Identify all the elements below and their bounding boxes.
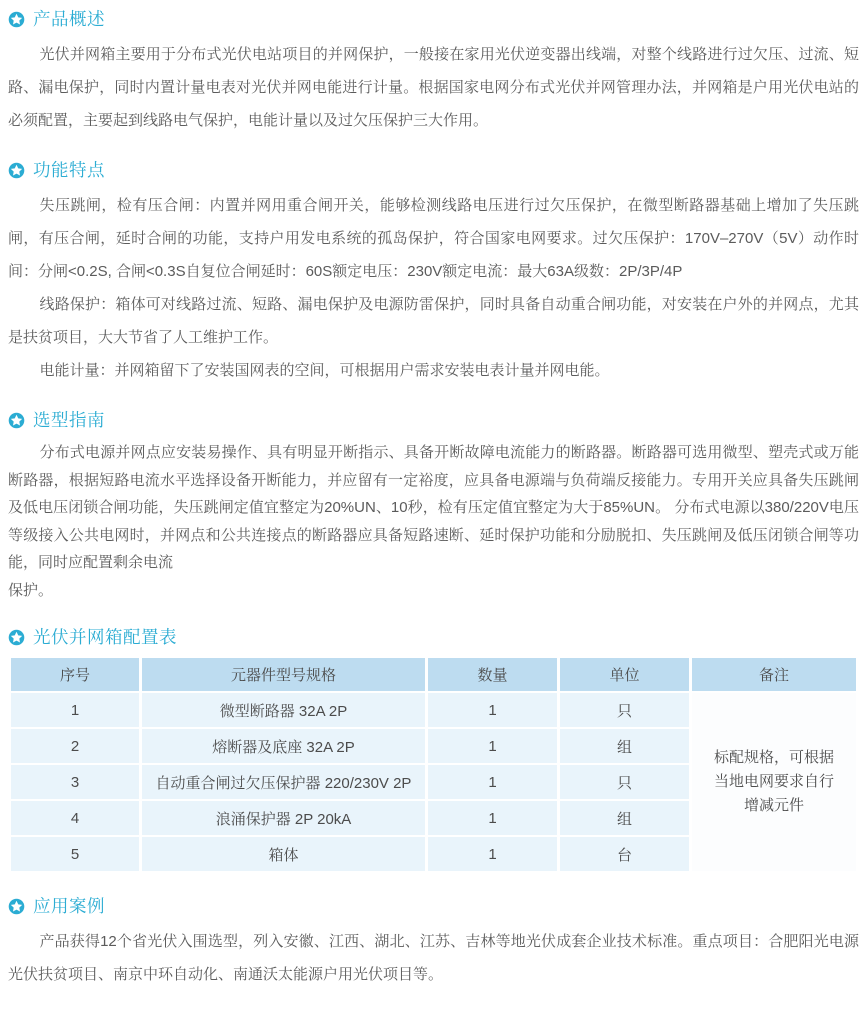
cell-unit: 组 [560,801,689,835]
section-selection-heading [8,409,859,431]
section-cases-heading [8,895,859,917]
col-header-index: 序号 [11,658,139,691]
cell-spec: 自动重合闸过欠压保护器 220/230V 2P [142,765,425,799]
remark-text: 标配规格，可根据当地电网要求自行增减元件 [713,749,834,814]
selection-paragraph: 分布式电源并网点应安装易操作、具有明显开断指示、具备开断故障电流能力的断路器。断路器可选用微型、塑壳式或万能断路器，根据短路电流水平选择设备开断能力，并应留有一定裕度，应具备电源端与负荷端反接能力。专用开关应具备失压跳闸及低电压闭锁合闸功能，失压跳闸定值宜整定为20%UN、10秒，检有压定值宜整定为大于85%UN。 分布式电源以380/220V电压等级接入公共电网时，并网点和公共连接点的断路器应具备短路速断、延时保护功能和分励脱扣、失压跳闸及低压闭锁合闸等功能，同时应配置剩余电流 [8,444,859,571]
cell-index: 3 [11,765,139,799]
cell-unit: 只 [560,765,689,799]
features-paragraph-1: 失压跳闸，检有压合闸：内置并网用重合闸开关，能够检测线路电压进行过欠压保护，在微型断路器基础上增加了失压跳闸，有压合闸，延时合闸的功能，支持户用发电系统的孤岛保护，符合国家电网要求。过欠压保护：170V–270V（5V）动作时间：分闸<0.2S, 合闸<0.3S自复位合闸延时：60S额定电压：230V额定电流：最大63A级数：2P/3P/4P [8,197,859,280]
col-header-qty: 数量 [428,658,557,691]
col-header-remark: 备注 [692,658,856,691]
star-circle-icon [8,629,25,646]
cell-qty: 1 [428,765,557,799]
features-paragraph-3: 电能计量：并网箱留下了安装国网表的空间，可根据用户需求安装电表计量并网电能。 [39,362,610,379]
cell-spec: 微型断路器 32A 2P [142,693,425,727]
cell-unit: 台 [560,837,689,871]
star-circle-icon [8,412,25,429]
section-features-heading [8,159,859,181]
cell-index: 5 [11,837,139,871]
section-config-table [8,626,859,873]
features-paragraph-2: 线路保护：箱体可对线路过流、短路、漏电保护及电源防雷保护，同时具备自动重合闸功能，对安装在户外的并网点，尤其是扶贫项目，大大节省了人工维护工作。 [8,296,859,346]
cell-spec: 箱体 [142,837,425,871]
cell-spec: 熔断器及底座 32A 2P [142,729,425,763]
cell-index: 4 [11,801,139,835]
section-title-text: 产品概述 [33,9,105,29]
star-circle-icon [8,11,25,28]
cell-qty: 1 [428,693,557,727]
section-title-text: 选型指南 [33,410,105,430]
cell-index: 1 [11,693,139,727]
overview-paragraph: 光伏并网箱主要用于分布式光伏电站项目的并网保护，一般接在家用光伏逆变器出线端，对整个线路进行过欠压、过流、短路、漏电保护，同时内置计量电表对光伏并网电能进行计量。根据国家电网分布式光伏并网管理办法，并网箱是户用光伏电站的必须配置，主要起到线路电气保护，电能计量以及过欠压保护三大作用。 [8,46,859,129]
section-application-cases [8,895,859,991]
config-table [8,656,859,873]
section-features [8,159,859,387]
cell-index: 2 [11,729,139,763]
section-overview [8,8,859,137]
cell-qty: 1 [428,729,557,763]
section-title-text: 功能特点 [33,160,105,180]
cases-paragraph: 产品获得12个省光伏入围选型，列入安徽、江西、湖北、江苏、吉林等地光伏成套企业技术标准。重点项目：合肥阳光电源光伏扶贫项目、南京中环自动化、南通沃太能源户用光伏项目等。 [8,933,859,983]
section-selection-guide [8,409,859,604]
section-title-text: 应用案例 [33,896,105,916]
section-config-heading [8,626,859,648]
selection-paragraph-tail: 保护。 [8,581,54,599]
section-title-text: 光伏并网箱配置表 [33,627,177,647]
table-header-row [11,658,856,691]
cell-qty: 1 [428,837,557,871]
star-circle-icon [8,162,25,179]
col-header-unit: 单位 [560,658,689,691]
star-circle-icon [8,898,25,915]
cell-unit: 只 [560,693,689,727]
table-row [11,693,856,727]
cell-qty: 1 [428,801,557,835]
cell-remark-merged [692,693,856,871]
cell-unit: 组 [560,729,689,763]
col-header-spec: 元器件型号规格 [142,658,425,691]
section-overview-heading [8,8,859,30]
cell-spec: 浪涌保护器 2P 20kA [142,801,425,835]
